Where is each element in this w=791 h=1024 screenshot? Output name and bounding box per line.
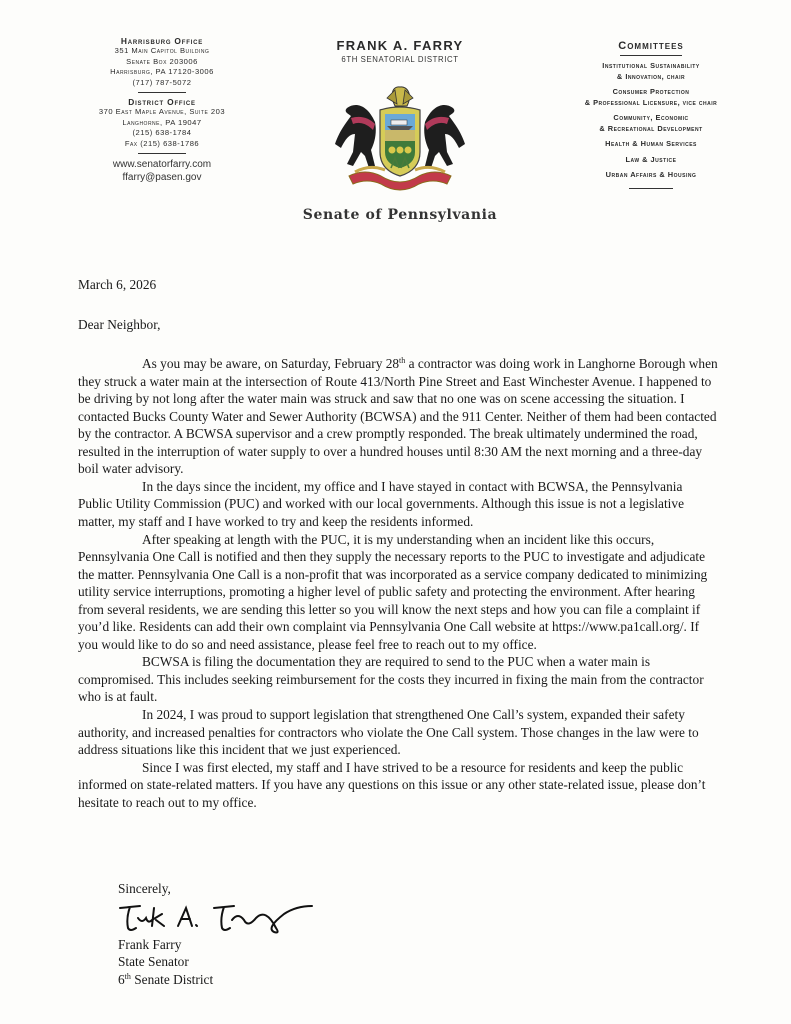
paragraph-text: a contractor was doing work in Langhorne Borough when they struck a water main at the intersection of Route 413/North Pine Street and East Winchester Avenue. I happened to be driving by not long after the water main was struck and saw that no one was on scene accessing the situation. I contacted Bucks County Water and Sewer Authority (BCWSA) and the 911 Center. Neither of them had been contacted by the contractor. A BCWSA supervisor and a crew promptly responded. The break ultimately undermined the road, resulted in the interruption of water supply to over a hundred houses until 8:30 AM the next morning and a three-day boil water advisory. <box>78 356 718 477</box>
committees-heading: Committees <box>618 40 684 52</box>
signer-name: Frank Farry <box>118 936 182 952</box>
ordinal-suffix: th <box>399 356 406 366</box>
committee-item <box>556 87 746 108</box>
paragraph-1 <box>78 355 718 478</box>
senator-header <box>300 38 500 64</box>
paragraph-2: In the days since the incident, my office and I have stayed in contact with BCWSA, the Pennsylvania Public Utility Commission (PUC) and worked with our local governments. Although this issue is not a legislative matter, my staff and I have worked to try and keep the residents informed. <box>78 478 684 530</box>
harrisburg-address-line: 351 Main Capitol Building <box>114 46 210 56</box>
committee-item <box>556 61 746 82</box>
paragraph-3: After speaking at length with the PUC, it is my understanding when an incident like this occurs, Pennsylvania One Call is notified and then they supply the necessary reports to the PUC to investigate and adjudicate the matter. Pennsylvania One Call is a non-profit that was incorporated as a service company dedicated to minimizing utility service interruptions, promoting a higher level of public safety and protecting the environment. After hearing from several residents, we are sending this letter so you will know the next steps and how you can file a complaint if you’d like. Residents can add their own complaint via Pennsylvania One Call website at https://www.pa1call.org/. If you would like to do so and need assistance, please feel free to reach out to my office. <box>78 531 708 652</box>
office-addresses <box>64 36 260 184</box>
senator-name: FRANK A. FARRY <box>336 38 464 53</box>
harrisburg-phone: (717) 787-5072 <box>132 77 192 87</box>
harrisburg-address-line: Harrisburg, PA 17120-3006 <box>110 67 214 77</box>
district-address-line: Langhorne, PA 19047 <box>122 117 202 127</box>
handwritten-signature-icon <box>118 898 213 936</box>
divider <box>138 153 186 154</box>
committee-name: Consumer Protection <box>612 87 690 96</box>
committee-name-cont: & Recreational Development <box>599 123 703 133</box>
ordinal-suffix: th <box>124 971 131 981</box>
district-number: 6 <box>118 971 125 987</box>
senate-of-pennsylvania-label: Senate of Pennsylvania <box>302 207 498 223</box>
paragraph-5: In 2024, I was proud to support legislation that strengthened One Call’s system, expanded their safety authority, and increased penalties for contractors who violate the One Call system. Those changes in the law were to address situations like this incident that we just experienced. <box>78 707 699 758</box>
salutation: Dear Neighbor, <box>78 316 161 332</box>
committee-item: Health & Human Services <box>605 139 697 148</box>
district-address-line: 370 East Maple Avenue, Suite 203 <box>98 107 226 117</box>
harrisburg-address-line: Senate Box 203006 <box>126 56 198 66</box>
committee-name-cont: & Innovation, chair <box>616 71 686 81</box>
website-link[interactable]: www.senatorfarry.com <box>112 159 212 171</box>
district-phone: (215) 638-1784 <box>132 128 192 138</box>
paragraph-6: Since I was first elected, my staff and I have strived to be a resource for residents and keep the public informed on state-related matters. If you have any questions on this issue or any other state-related issue, please don’t hesitate to reach out to my office. <box>78 759 706 810</box>
district-office-heading: District Office <box>128 97 196 108</box>
letter-closing <box>118 880 213 988</box>
paragraph-text: As you may be aware, on Saturday, February 28 <box>142 356 400 372</box>
harrisburg-office-heading: Harrisburg Office <box>120 36 204 46</box>
closing-phrase: Sincerely, <box>118 881 171 896</box>
divider <box>138 92 186 93</box>
district-label: Senate District <box>130 971 214 987</box>
paragraph-4: BCWSA is filing the documentation they are required to send to the PUC when a water main is compromised. This includes seeking reimbursement for the costs they incurred in fixing the main from the contractor who is at fault. <box>78 654 704 705</box>
committee-name-cont: & Professional Licensure, vice chair <box>584 97 718 107</box>
committee-item: Urban Affairs & Housing <box>605 170 697 179</box>
committee-name: Institutional Sustainability <box>602 61 700 70</box>
committee-item: Law & Justice <box>625 154 677 164</box>
letter-date: March 6, 2026 <box>78 277 157 292</box>
email-link[interactable]: ffarry@pasen.gov <box>122 172 202 184</box>
signer-title: State Senator <box>118 954 189 969</box>
divider <box>629 188 673 189</box>
signer-district <box>118 971 213 989</box>
letter-body <box>78 276 718 811</box>
committees-list <box>556 40 746 193</box>
pennsylvania-coat-of-arms-icon <box>325 84 475 196</box>
committee-name: Community, Economic <box>613 113 689 122</box>
divider <box>620 55 682 56</box>
district-fax: Fax (215) 638-1786 <box>124 138 200 148</box>
committee-item <box>556 113 746 134</box>
senatorial-district: 6TH SENATORIAL DISTRICT <box>341 55 459 64</box>
